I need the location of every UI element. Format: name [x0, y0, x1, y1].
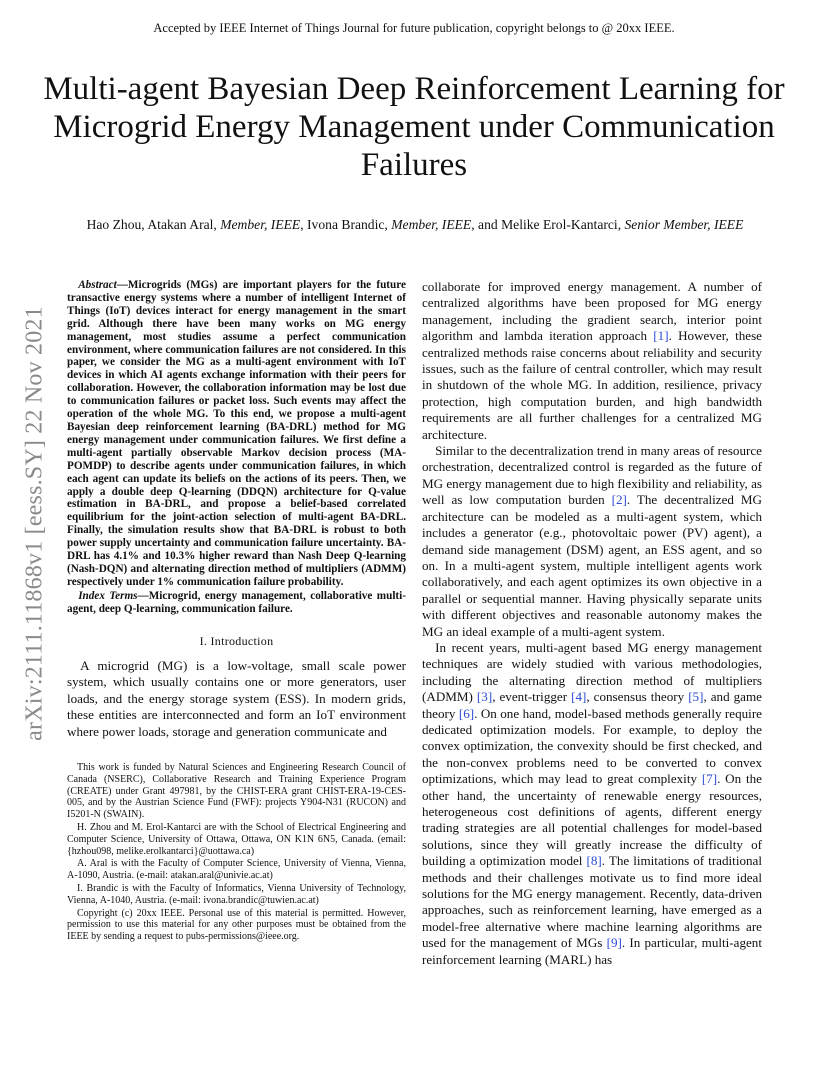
citation-link[interactable]: [7]	[701, 771, 718, 787]
paragraph-text: collaborate for improved energy management. A number of centralized algorithms have been proposed for MG energy management, including the gradient search, interior point algorithm and lambda iteration approach	[422, 279, 762, 344]
right-column	[422, 279, 762, 968]
author-membership-1: Member, IEEE	[220, 217, 301, 232]
paragraph-text: Similar to the decentralization trend in many areas of resource orchestration, decentralized control is regarded as the future of MG energy management due to high flexibility and reliability, as well as low computation burden	[422, 443, 762, 508]
paragraph-text: . In particular, multi-agent reinforcement learning (MARL) has	[422, 935, 762, 967]
body-paragraph-1	[422, 279, 762, 443]
author-names-1: Hao Zhou, Atakan Aral,	[86, 217, 221, 232]
body-paragraph-3	[422, 640, 762, 968]
citation-link[interactable]: [1]	[653, 328, 669, 344]
citation-link[interactable]: [5]	[688, 689, 704, 705]
footnote-copyright: Copyright (c) 20xx IEEE. Personal use of this material is permitted. However, permission to use this material for any other purposes must be obtained from the IEEE by sending a request to pubs-permissions@ieee.org.	[67, 907, 406, 943]
citation-link[interactable]: [4]	[571, 689, 587, 705]
left-column	[67, 279, 406, 944]
abstract-lead: Abstract	[78, 279, 117, 291]
arxiv-identifier-stamp: arXiv:2111.11868v1 [eess.SY] 22 Nov 2021	[21, 306, 48, 741]
paragraph-text: . The limitations of traditional methods and their challenges motivate us to find more ideal solutions for the MG energy management. Recently, data-driven approaches, such as reinforcement learning, have emerged as a model-free alternative where machine learning algorithms are used for the management of MGs	[422, 853, 762, 951]
author-membership-3: Senior Member, IEEE	[624, 217, 744, 232]
index-terms-lead: Index Terms	[78, 589, 138, 602]
author-list	[20, 217, 810, 233]
index-terms	[67, 590, 406, 616]
paragraph-text: . On one hand, model-based methods generally require dedicated optimization models. For example, to deploy the convex optimization, the convexity should be first checked, and the non-convex problems need to be converted to convex optimizations, which may lead to great complexity	[422, 705, 762, 787]
footnote-affiliation-aral: A. Aral is with the Faculty of Computer Science, University of Vienna, Vienna, A-1090, Austria. (e-mail: atakan.aral@univie.ac.at)	[67, 858, 406, 882]
footnote-affiliation-brandic: I. Brandic is with the Faculty of Informatics, Vienna University of Technology, Vienna, A-1040, Austria. (e-mail: ivona.brandic@tuwien.ac.at)	[67, 882, 406, 906]
paragraph-text: , event-trigger	[492, 689, 572, 705]
intro-paragraph: A microgrid (MG) is a low-voltage, small scale power system, which usually contains one or more generators, user loads, and the energy storage system (ESS). In modern grids, these entities are interconnected and form an IoT environment where power loads, storage and generation communicate and	[67, 657, 406, 739]
author-names-3: , and Melike Erol-Kantarci,	[471, 217, 625, 232]
body-paragraph-2	[422, 443, 762, 640]
footnote-funding: This work is funded by Natural Sciences and Engineering Research Council of Canada (NSERC), Collaborative Research and Training Experience Program (CREATE) under Grant 497981, by the CHIST-ERA grant CHIST-ERA-19-CES-005, and by the Austrian Science Fund (FWF): projects Y904-N31 (RUCON) and I5201-N (SWAIN).	[67, 762, 406, 821]
paragraph-text: In recent years, multi-agent based MG energy management techniques are widely studied with various methodologies, including the alternating direction method of multipliers (ADMM)	[422, 639, 762, 705]
paragraph-text: . On the other hand, the uncertainty of renewable energy resources, heterogeneous cost definitions of agents, different energy trading strategies are all potential challenges for model-based solutions, since they will greatly increase the difficulty of building a optimization model	[422, 771, 762, 869]
footnote-affiliation-zhou: H. Zhou and M. Erol-Kantarci are with the School of Electrical Engineering and Computer Science, University of Ottawa, Ottawa, ON K1N 6N5, Canada. (email:{hzhou098, melike.erolkantarci}@uottawa.ca)	[67, 821, 406, 857]
citation-link[interactable]: [9]	[606, 935, 622, 951]
citation-link[interactable]: [8]	[586, 853, 602, 869]
abstract-text: —Microgrids (MGs) are important players for the future transactive energy systems where a number of intelligent Internet of Things (IoT) devices interact for energy management in the smart grid. Although there have been many works on MG energy management, most studies assume a perfect communication environment, where communication failures are not considered. In this paper, we consider the MG as a multi-agent environment with IoT devices in which AI agents exchange information with their peers for collaboration. However, the collaboration information may be lost due to communication failures or packet loss. Such events may affect the operation of the whole MG. To this end, we propose a multi-agent Bayesian deep reinforcement learning (BA-DRL) method for MG energy management under communication failures. We first define a multi-agent partially observable Markov decision process (MA-POMDP) to describe agents under communication failures, in which each agent can update its beliefs on the actions of its peers. Then, we apply a double deep Q-learning (DDQN) architecture for Q-value estimation in BA-DRL, and propose a belief-based correlated equilibrium for the joint-action selection of multi-agent BA-DRL. Finally, the simulation results show that BA-DRL is robust to both power supply uncertainty and communication failure uncertainty. BA-DRL has 4.1% and 10.3% higher reward than Nash Deep Q-learning (Nash-DQN) and alternating direction method of multipliers (ADMM) respectively under 1% communication failure probability.	[67, 279, 406, 588]
paragraph-text: . The decentralized MG architecture can be modeled as a multi-agent system, which includes a generator (e.g., photovoltaic power (PV) agent), a demand side management (DSM) agent, an ESS agent, and so on. In a multi-agent system, multiple intelligent agents work collaboratively, and each agent optimizes its own objective in a parallel or sequential manner. Having physically separate units with different objectives and reasonable autonomy makes the MG an ideal example of a multi-agent system.	[422, 492, 762, 639]
abstract	[67, 279, 406, 589]
section-heading-introduction	[67, 633, 406, 649]
paragraph-text: , and game theory	[422, 689, 762, 721]
index-terms-text: —Microgrid, energy management, collaborative multi-agent, deep Q-learning, communication failure.	[67, 589, 406, 615]
citation-link[interactable]: [2]	[611, 492, 627, 508]
author-names-2: , Ivona Brandic,	[300, 217, 392, 232]
section-heading-text: I. Introduction	[199, 633, 274, 648]
footnotes	[67, 762, 406, 943]
citation-link[interactable]: [6]	[458, 705, 475, 721]
paper-title: Multi-agent Bayesian Deep Reinforcement Learning for Microgrid Energy Management under Communication Failures	[43, 71, 785, 183]
citation-link[interactable]: [3]	[476, 689, 493, 705]
paragraph-text: , consensus theory	[586, 689, 689, 705]
header-note: Accepted by IEEE Internet of Things Journal for future publication, copyright belongs to @ 20xx IEEE.	[153, 21, 675, 35]
author-membership-2: Member, IEEE	[391, 217, 472, 232]
paragraph-text: . However, these centralized methods raise concerns about reliability and security issues, such as the failure of central controller, which may result in shutdown of the whole MG. In addition, resilience, privacy protection, high computation burden, and high bandwidth requirements are all further challenges for a centralized MG architecture.	[422, 328, 762, 442]
